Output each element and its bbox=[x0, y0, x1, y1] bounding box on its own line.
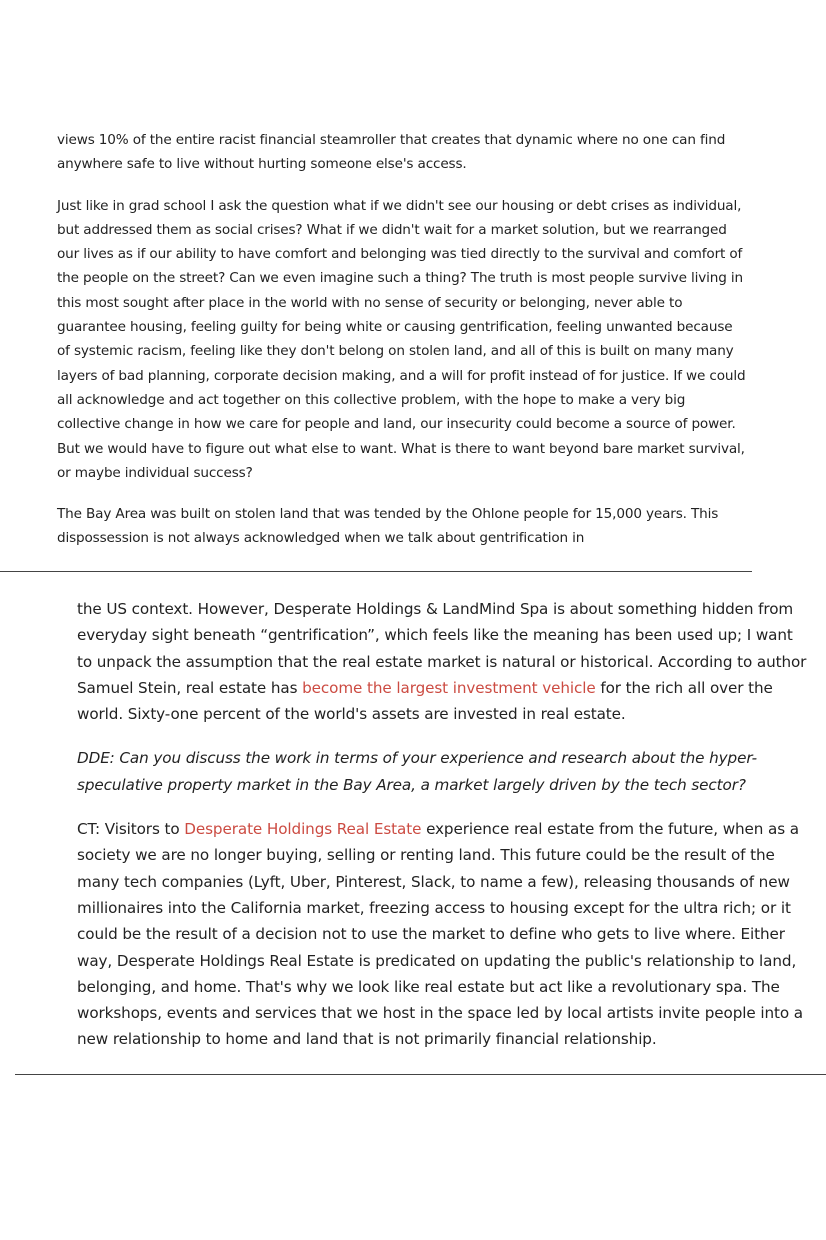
top-paragraph-2: Just like in grad school I ask the question what if we didn't see our housing or debt crises as individual, but addressed them as social crises? What if we didn't wait for a market solution, but we rearranged our lives as if our ability to have comfort and belonging was tied directly to the survival and comfort of the people on the street? Can we even imagine such a thing? The truth is most people survive living in this most sought after place in the world with no sense of security or belonging, never able to guarantee housing, feeling guilty for being white or causing gentrification, feeling unwanted because of systemic racism, feeling like they don't belong on stolen land, and all of this is built on many many layers of bad planning, corporate decision making, and a will for profit instead of for justice. If we could all acknowledge and act together on this collective problem, with the hope to make a very big collective change in how we care for people and land, our insecurity could become a source of power. But we would have to figure out what else to want. What is there to want beyond bare market survival, or maybe individual success? bbox=[57, 197, 746, 481]
paragraph-text: experience real estate from the future, when as a society we are no longer buying, selling or renting land. This future could be the result of the many tech companies (Lyft, Uber, Pinterest, Slack, to name a few), releasing thousands of new millionaires into the California market, freezing access to housing except for the ultra rich; or it could be the result of a decision not to use the market to define who gets to live where. Either way, Desperate Holdings Real Estate is predicated on updating the public's relationship to land, belonging, and home. That's why we look like real estate but act like a revolutionary spa. The workshops, events and services that we host in the space led by local artists invite people into a new relationship to home and land that is not primarily financial relationship. bbox=[77, 820, 803, 1049]
paragraph-text: for the rich all over the world. Sixty-one percent of the world's assets are invested in real estate. bbox=[77, 678, 773, 724]
desperate-holdings-link[interactable]: Desperate Holdings Real Estate bbox=[184, 820, 422, 839]
bottom-text-block bbox=[77, 596, 812, 1076]
cut-divider-top bbox=[0, 571, 752, 572]
paragraph-text: the US context. However, Desperate Holdings & LandMind Spa is about something hidden from everyday sight beneath “gentrification”, which feels like the meaning has been used up; I want to unpack the assumption that the real estate market is natural or historical. According to author Samuel Stein, real estate has bbox=[77, 600, 807, 697]
paragraph-text: CT: Visitors to bbox=[77, 820, 185, 839]
interview-question: DDE: Can you discuss the work in terms of your experience and research about the hyper-speculative property market in the Bay Area, a market largely driven by the tech sector? bbox=[77, 749, 758, 794]
top-text-block bbox=[57, 128, 747, 568]
bottom-paragraph-1 bbox=[77, 596, 812, 727]
investment-vehicle-link[interactable]: become the largest investment vehicle bbox=[302, 678, 596, 697]
top-paragraph-3: The Bay Area was built on stolen land that was tended by the Ohlone people for 15,000 years. This dispossession is not always acknowledged when we talk about gentrification in bbox=[57, 506, 719, 547]
cut-divider-bottom bbox=[15, 1074, 826, 1075]
top-paragraph-1: views 10% of the entire racist financial steamroller that creates that dynamic where no one can find anywhere safe to live without hurting someone else's access. bbox=[57, 132, 726, 173]
bottom-paragraph-2 bbox=[77, 816, 812, 1053]
